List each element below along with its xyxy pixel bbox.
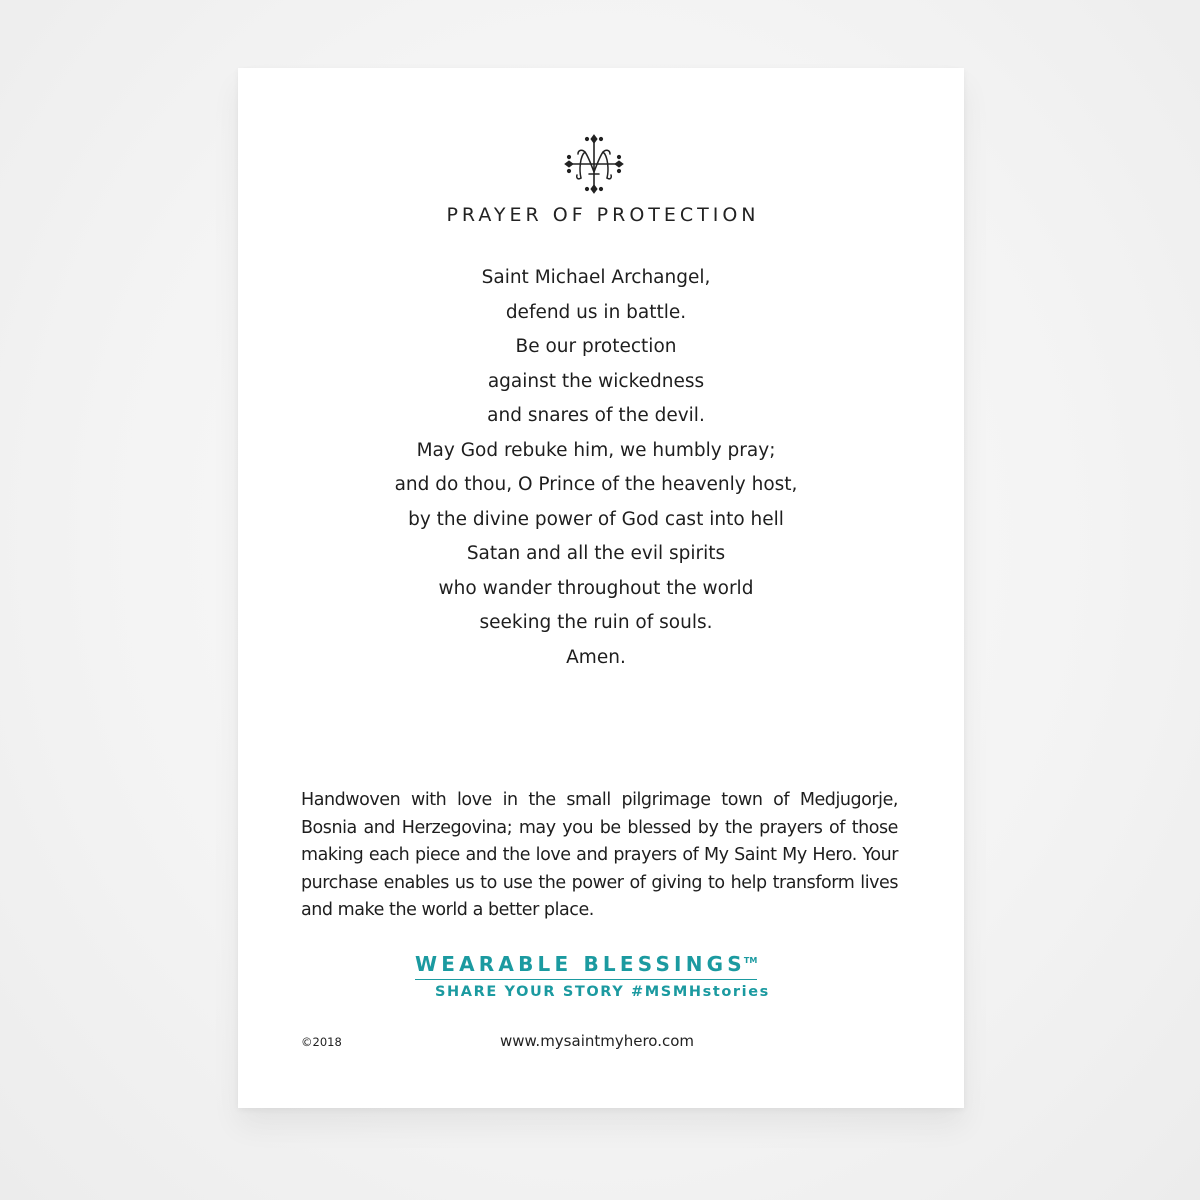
- prayer-line: against the wickedness: [487, 370, 705, 392]
- prayer-line: seeking the ruin of souls.: [479, 612, 713, 633]
- brand-title: [415, 952, 757, 980]
- prayer-line: and snares of the devil.: [487, 405, 705, 426]
- prayer-text: [238, 261, 954, 675]
- prayer-line: Satan and all the evil spirits: [466, 543, 726, 564]
- prayer-line: Amen.: [566, 646, 626, 668]
- brand-subtitle: SHARE YOUR STORY #MSMHstories: [435, 984, 770, 1000]
- prayer-line: who wander throughout the world: [438, 577, 754, 599]
- website-link[interactable]: www.mysaintmyhero.com: [500, 1032, 695, 1050]
- brand-title-text: WEARABLE BLESSINGS: [415, 952, 746, 976]
- prayer-line: by the divine power of God cast into hell: [408, 508, 784, 530]
- brand-block: [415, 952, 775, 1000]
- prayer-line: May God rebuke him, we humbly pray;: [416, 439, 776, 461]
- prayer-line: Saint Michael Archangel,: [481, 267, 711, 288]
- prayer-line: and do thou, O Prince of the heavenly host,: [394, 474, 798, 495]
- handwoven-description: Handwoven with love in the small pilgrimage town of Medjugorje, Bosnia and Herzegovina; may you be blessed by the prayers of those making each piece and the love and prayers of My Saint My Hero. Your purchase enables us to use the power of giving to help transform lives and make the world a better place.: [301, 790, 898, 920]
- cross-monogram-icon: [564, 134, 624, 194]
- copyright-notice: ©2018: [301, 1035, 342, 1049]
- prayer-line: defend us in battle.: [505, 301, 687, 323]
- trademark-mark: TM: [743, 956, 758, 966]
- prayer-line: Be our protection: [515, 336, 677, 357]
- prayer-card: [238, 68, 964, 1108]
- prayer-title: PRAYER OF PROTECTION: [446, 204, 760, 226]
